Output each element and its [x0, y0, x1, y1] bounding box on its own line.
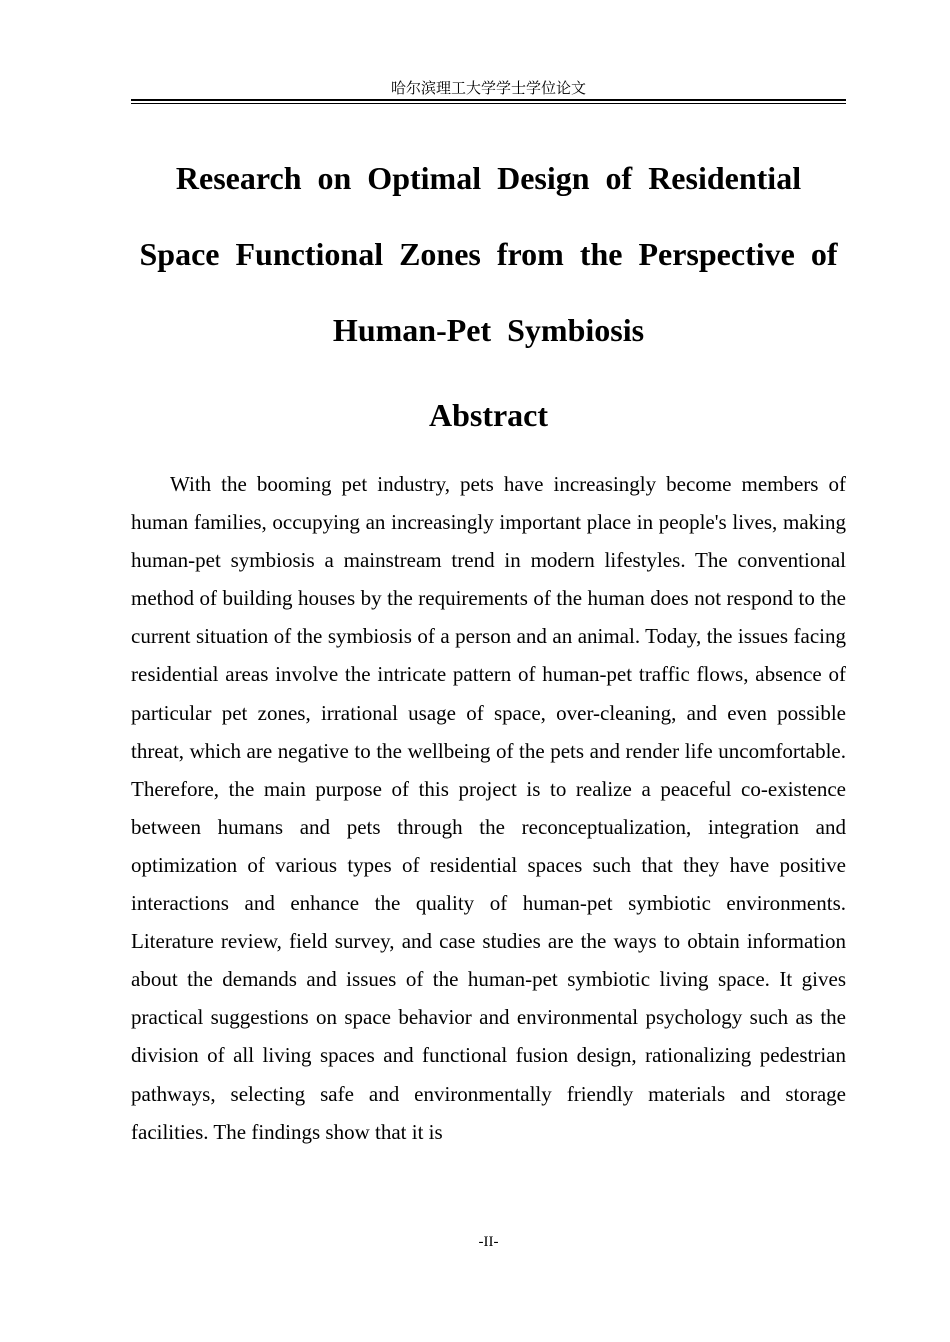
paper-title: Research on Optimal Design of Residential Space Functional Zones from the Perspective of Human-Pet Symbiosis [139, 160, 838, 348]
header-rule-thin [131, 103, 846, 104]
running-header: 哈尔滨理工大学学士学位论文 [390, 79, 586, 97]
page-number: -II- [478, 1234, 499, 1250]
header-rule-thick [131, 99, 846, 101]
abstract-heading: Abstract [428, 397, 549, 433]
abstract-body: With the booming pet industry, pets have increasingly become members of human families, occupying an increasingly important place in people's lives, making human-pet symbiosis a mainstream trend in modern lifestyles. The conventional method of building houses by the requirements of the human does not respond to the current situation of the symbiosis of a person and an animal. Today, the issues facing residential areas involve the intricate pattern of human-pet traffic flows, absence of particular pet zones, irrational usage of space, over-cleaning, and even possible threat, which are negative to the wellbeing of the pets and render life uncomfortable. Therefore, the main purpose of this project is to realize a peaceful co-existence between humans and pets through the reconceptualization, integration and optimization of various types of residential spaces such that they have positive interactions and enhance the quality of human-pet symbiotic environments. Literature review, field survey, and case studies are the ways to obtain information about the demands and issues of the human-pet symbiotic living space. It gives practical suggestions on space behavior and environmental psychology such as the division of all living spaces and functional fusion design, rationalizing pedestrian pathways, selecting safe and environmentally friendly materials and storage facilities. The findings show that it is [131, 472, 846, 1144]
